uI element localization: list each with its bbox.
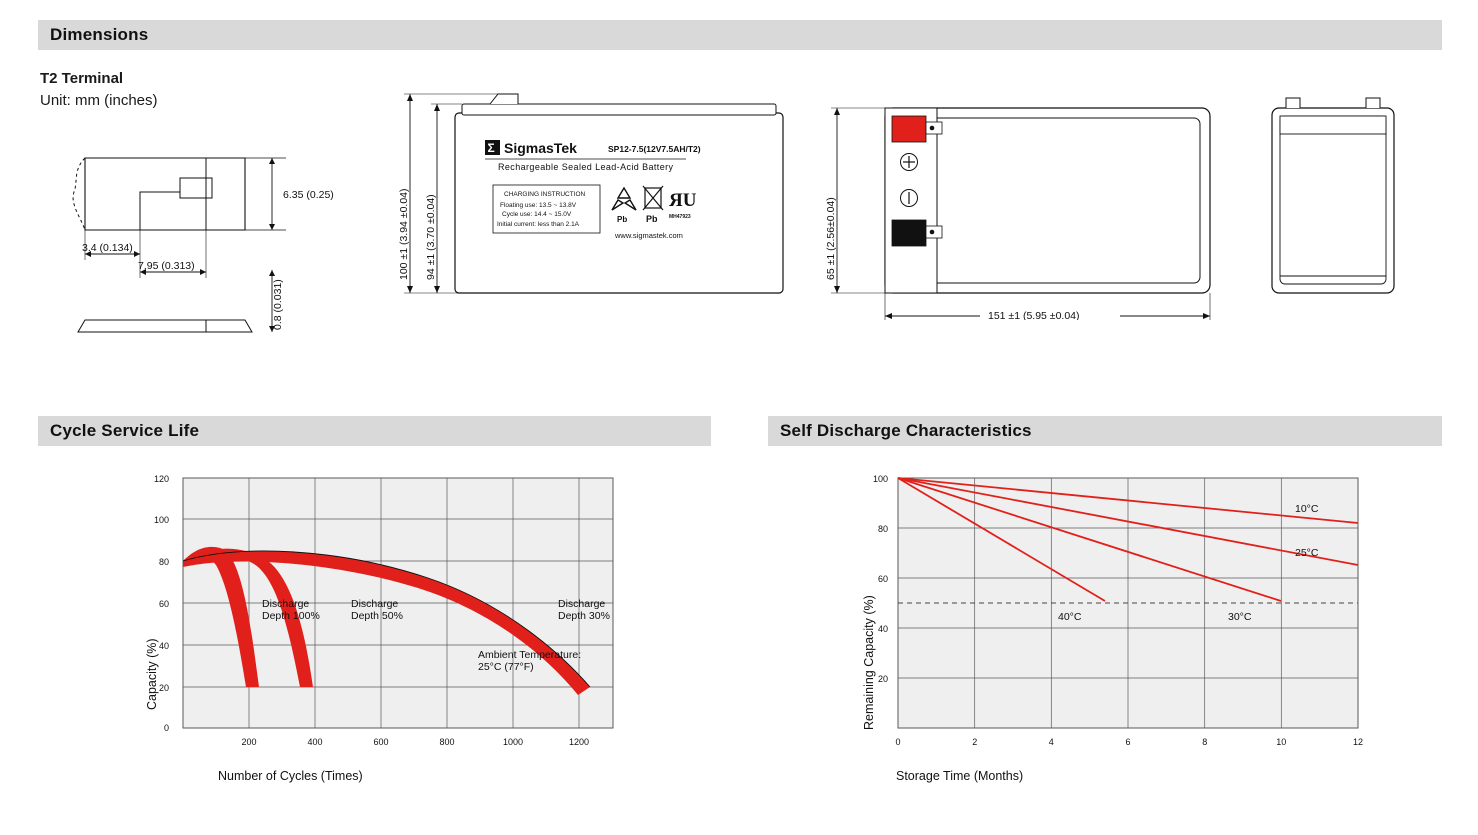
svg-text:ЯU: ЯU [669, 190, 697, 211]
svg-text:0: 0 [895, 737, 901, 747]
svg-text:Σ: Σ [487, 141, 495, 155]
annot-ambient-line1: Ambient Temperature: [478, 649, 582, 661]
svg-text:Pb: Pb [646, 214, 658, 224]
charging-line3: Initial current: less than 2.1A [497, 221, 580, 228]
svg-text:2: 2 [972, 737, 978, 747]
terminal-drawing [40, 130, 360, 370]
ul-file-number: MH47923 [669, 214, 691, 220]
charging-line2: Cycle use: 14.4 ~ 15.0V [502, 211, 572, 218]
dim-terminal-width-small: 3.4 (0.134) [82, 242, 133, 254]
svg-text:40: 40 [877, 624, 888, 634]
annot-dod-50-line1: Discharge [351, 598, 399, 610]
chart1-ylabel: Capacity (%) [145, 638, 159, 710]
svg-text:12: 12 [1352, 737, 1364, 747]
annot-dod-50-line2: Depth 50% [351, 610, 403, 622]
svg-text:60: 60 [158, 599, 169, 609]
svg-text:200: 200 [241, 737, 257, 747]
chart1-xlabel: Number of Cycles (Times) [218, 769, 363, 783]
section-title: Self Discharge Characteristics [780, 421, 1032, 440]
dim-terminal-height: 6.35 (0.25) [283, 189, 334, 201]
section-title: Dimensions [50, 25, 149, 44]
chart2-xlabel: Storage Time (Months) [896, 769, 1024, 783]
svg-text:80: 80 [877, 524, 888, 534]
svg-text:Pb: Pb [617, 215, 628, 224]
svg-text:0: 0 [163, 723, 169, 733]
svg-text:4: 4 [1048, 737, 1054, 747]
charging-title: CHARGING INSTRUCTION [504, 191, 586, 198]
annot-dod-100-line2: Depth 100% [262, 610, 320, 622]
svg-text:100: 100 [872, 474, 888, 484]
series-label-30c: 30°C [1228, 611, 1252, 623]
label-website: www.sigmastek.com [615, 231, 683, 240]
battery-front-view [390, 80, 800, 320]
svg-text:1200: 1200 [568, 737, 590, 747]
annot-dod-30-line2: Depth 30% [558, 610, 610, 622]
label-brand: SigmasTek [504, 140, 577, 156]
dim-overall-height: 100 ±1 (3.94 ±0.04) [398, 188, 410, 280]
svg-text:600: 600 [373, 737, 389, 747]
dim-terminal-thickness: 0.8 (0.031) [272, 279, 284, 330]
series-label-10c: 10°C [1295, 503, 1319, 515]
unit-label: Unit: mm (inches) [40, 92, 158, 109]
chart-self-discharge [768, 460, 1448, 820]
series-label-25c: 25°C [1295, 547, 1319, 559]
annot-dod-100-line1: Discharge [262, 598, 310, 610]
svg-text:800: 800 [439, 737, 455, 747]
svg-text:60: 60 [877, 574, 888, 584]
dim-terminal-width-large: 7.95 (0.313) [138, 260, 195, 272]
section-header-cycle-service-life [38, 416, 711, 446]
svg-text:8: 8 [1202, 737, 1208, 747]
svg-text:20: 20 [158, 683, 169, 693]
dim-container-height: 94 ±1 (3.70 ±0.04) [425, 194, 437, 280]
svg-text:400: 400 [307, 737, 323, 747]
chart2-ylabel: Remaining Capacity (%) [862, 595, 876, 730]
annot-dod-30-line1: Discharge [558, 598, 606, 610]
svg-text:20: 20 [877, 674, 888, 684]
battery-side-view [1250, 80, 1430, 320]
section-title: Cycle Service Life [50, 421, 200, 440]
chart-cycle-service-life [38, 460, 718, 820]
svg-text:6: 6 [1125, 737, 1131, 747]
dim-length: 151 ±1 (5.95 ±0.04) [988, 310, 1080, 320]
label-type: Rechargeable Sealed Lead-Acid Battery [498, 162, 674, 172]
battery-top-view [810, 80, 1230, 320]
annot-ambient-line2: 25°C (77°F) [478, 661, 534, 673]
svg-text:100: 100 [153, 515, 169, 525]
terminal-title: T2 Terminal [40, 70, 124, 87]
charging-line1: Floating use: 13.5 ~ 13.8V [500, 202, 577, 209]
dim-width: 65 ±1 (2.56±0.04) [825, 197, 837, 280]
section-header-dimensions [38, 20, 1442, 50]
label-model: SP12-7.5(12V7.5AH/T2) [608, 144, 701, 154]
svg-text:120: 120 [153, 474, 169, 484]
svg-text:80: 80 [158, 557, 169, 567]
svg-text:40: 40 [158, 641, 169, 651]
section-header-self-discharge [768, 416, 1442, 446]
series-label-40c: 40°C [1058, 611, 1082, 623]
svg-text:10: 10 [1276, 737, 1287, 747]
svg-text:1000: 1000 [502, 737, 524, 747]
